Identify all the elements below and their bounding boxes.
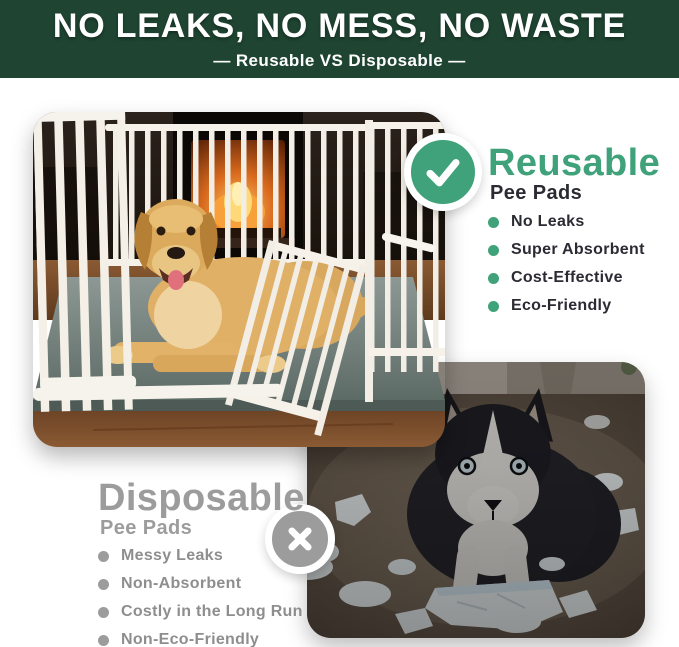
checkmark-glyph <box>420 149 466 195</box>
header-banner <box>0 0 679 78</box>
page-subtitle: — Reusable VS Disposable — <box>213 51 466 70</box>
reusable-benefits-list <box>488 208 660 320</box>
disposable-subheading: Pee Pads <box>100 517 193 539</box>
drawback-item: Non-Absorbent <box>98 570 305 598</box>
drawback-item: Costly in the Long Run <box>98 598 305 626</box>
disposable-section <box>98 477 305 647</box>
dot-icon <box>488 273 499 284</box>
dot-icon <box>488 245 499 256</box>
dot-icon <box>98 579 109 590</box>
dot-icon <box>98 607 109 618</box>
benefit-item: Eco-Friendly <box>488 292 660 320</box>
drawback-item: Messy Leaks <box>98 542 305 570</box>
benefit-item: No Leaks <box>488 208 660 236</box>
dot-icon <box>488 301 499 312</box>
benefit-item: Super Absorbent <box>488 236 660 264</box>
reusable-subheading: Pee Pads <box>490 182 583 204</box>
reusable-pee-pad-photo <box>33 112 445 447</box>
reusable-heading: Reusable <box>488 142 661 184</box>
dot-icon <box>488 217 499 228</box>
page-title: NO LEAKS, NO MESS, NO WASTE <box>52 7 627 45</box>
drawback-item: Non-Eco-Friendly <box>98 626 305 647</box>
disposable-heading: Disposable <box>98 477 305 519</box>
reusable-section <box>488 142 661 320</box>
playpen-scene-illustration <box>33 112 445 447</box>
disposable-drawbacks-list <box>98 542 305 647</box>
dot-icon <box>98 551 109 562</box>
dot-icon <box>98 635 109 646</box>
benefit-item: Cost-Effective <box>488 264 660 292</box>
check-icon <box>404 133 482 211</box>
